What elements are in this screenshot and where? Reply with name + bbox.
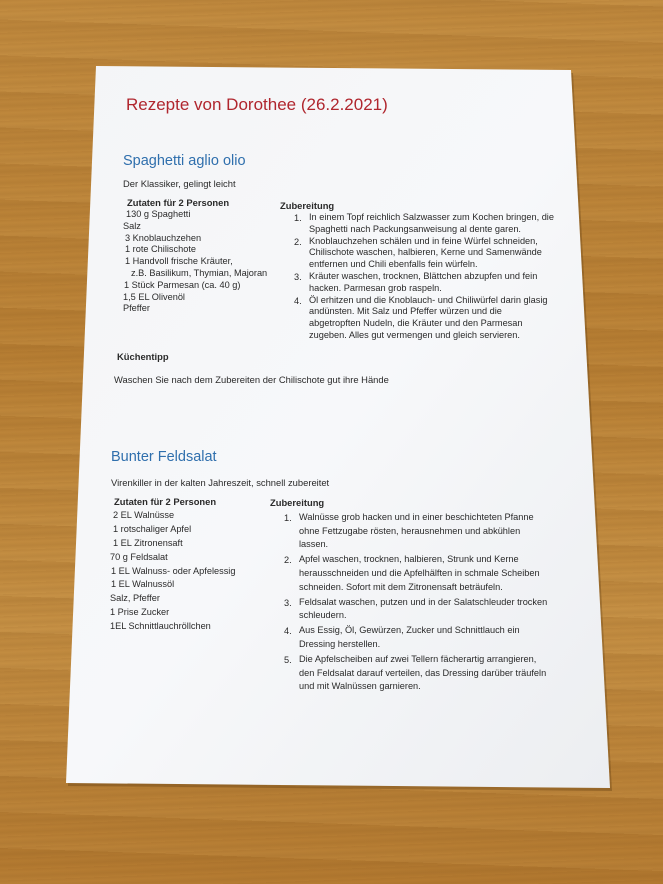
ingredient-item: Salz, Pfeffer — [110, 593, 160, 604]
step-text-line: Aus Essig, Öl, Gewürzen, Zucker und Schnittlauch ein — [299, 625, 520, 636]
step-text-line: lassen. — [299, 539, 329, 550]
step-text-line: ohne Fettzugabe rösten, herausnehmen und abkühlen — [299, 525, 521, 536]
step-text-line: Die Apfelscheiben auf zwei Tellern fächerartig arrangieren, — [299, 654, 537, 664]
step-number: 2. — [294, 236, 302, 247]
page-title: Rezepte von Dorothee (26.2.2021) — [126, 95, 388, 114]
step-text-line: andünsten. Mit Salz und Pfeffer würzen und die — [309, 306, 502, 317]
step-text-line: Feldsalat waschen, putzen und in der Salatschleuder trocken — [299, 596, 548, 607]
step-text-line: Walnüsse grob hacken und in einer beschichteten Pfanne — [299, 512, 534, 522]
recipe1-tip-text: Waschen Sie nach dem Zubereiten der Chilischote gut ihre Hände — [114, 374, 389, 385]
recipe1-ingredients-header: Zutaten für 2 Personen — [127, 197, 230, 208]
recipe2-ingredients-header: Zutaten für 2 Personen — [114, 496, 217, 507]
step-text-line: Apfel waschen, trocknen, halbieren, Strunk und Kerne — [299, 554, 519, 565]
recipe2-steps-header: Zubereitung — [270, 497, 325, 508]
step-text-line: zugeben. Alles gut vermengen und gleich servieren. — [309, 330, 520, 340]
ingredient-item: Pfeffer — [123, 303, 150, 314]
recipe2-title: Bunter Feldsalat — [111, 449, 217, 465]
step-text-line: herausschneiden und die Apfelhälften in schmale Scheiben — [299, 567, 540, 578]
ingredient-item: 1 rote Chilischote — [125, 244, 196, 255]
step-text-line: entfernen und Chili ebenfalls fein würfeln. — [309, 259, 478, 270]
ingredient-item: 3 Knoblauchzehen — [125, 232, 202, 243]
ingredient-item: 1 rotschaliger Apfel — [113, 523, 192, 534]
step-text-line: schleudern. — [299, 610, 347, 621]
step-text-line: abgetropften Nudeln, die Kräuter und den Parmesan — [309, 318, 523, 329]
step-number: 5. — [284, 655, 292, 665]
ingredient-item: 1,5 EL Olivenöl — [123, 291, 185, 302]
ingredient-item: 2 EL Walnüsse — [113, 510, 175, 520]
step-text-line: Kräuter waschen, trocknen, Blättchen abzupfen und fein — [309, 271, 538, 281]
ingredient-item: 1 Prise Zucker — [110, 607, 170, 618]
step-number: 1. — [284, 513, 292, 523]
recipe2-tagline: Virenkiller in der kalten Jahreszeit, schnell zubereitet — [111, 477, 330, 488]
ingredient-item: 70 g Feldsalat — [110, 551, 168, 562]
step-text-line: Knoblauchzehen schälen und in feine Würfel schneiden, — [309, 235, 538, 246]
step-number: 4. — [294, 295, 302, 306]
step-text-line: Chilischote waschen, halbieren, Kerne und Samenwände — [309, 247, 542, 258]
step-number: 4. — [284, 626, 292, 637]
step-number: 3. — [294, 272, 302, 282]
ingredient-item: z.B. Basilikum, Thymian, Majoran — [131, 267, 268, 278]
ingredient-item: Salz — [123, 220, 141, 231]
ingredient-item: 1 Handvoll frische Kräuter, — [125, 256, 233, 267]
step-text-line: den Feldsalat darauf verteilen, das Dressing darüber träufeln — [299, 667, 547, 678]
step-text-line: In einem Topf reichlich Salzwasser zum Kochen bringen, die — [309, 212, 554, 222]
step-number: 1. — [294, 213, 302, 223]
recipe1-tagline: Der Klassiker, gelingt leicht — [123, 178, 236, 189]
step-number: 3. — [284, 597, 292, 608]
recipe1-tip-header: Küchentipp — [117, 351, 169, 362]
ingredient-item: 1 EL Zitronensaft — [113, 537, 183, 548]
step-text-line: und mit Walnüssen garnieren. — [299, 681, 421, 692]
step-text-line: Öl erhitzen und die Knoblauch- und Chiliwürfel darin glasig — [309, 294, 548, 305]
step-text-line: Dressing herstellen. — [299, 638, 381, 649]
step-text-line: schneiden. Sofort mit dem Zitronensaft beträufeln. — [299, 581, 503, 592]
ingredient-item: 130 g Spaghetti — [126, 209, 191, 219]
ingredient-item: 1 EL Walnuss- oder Apfelessig — [111, 565, 236, 576]
step-text-line: hacken. Parmesan grob raspeln. — [309, 282, 442, 293]
step-number: 2. — [284, 555, 292, 566]
ingredient-item: 1EL Schnittlauchröllchen — [110, 621, 211, 632]
ingredient-item: 1 Stück Parmesan (ca. 40 g) — [124, 279, 241, 290]
ingredient-item: 1 EL Walnussöl — [111, 579, 175, 590]
step-text-line: Spaghetti nach Packungsanweisung al dente garen. — [309, 223, 521, 234]
recipe1-title: Spaghetti aglio olio — [123, 153, 246, 169]
recipe1-steps-header: Zubereitung — [280, 200, 335, 211]
